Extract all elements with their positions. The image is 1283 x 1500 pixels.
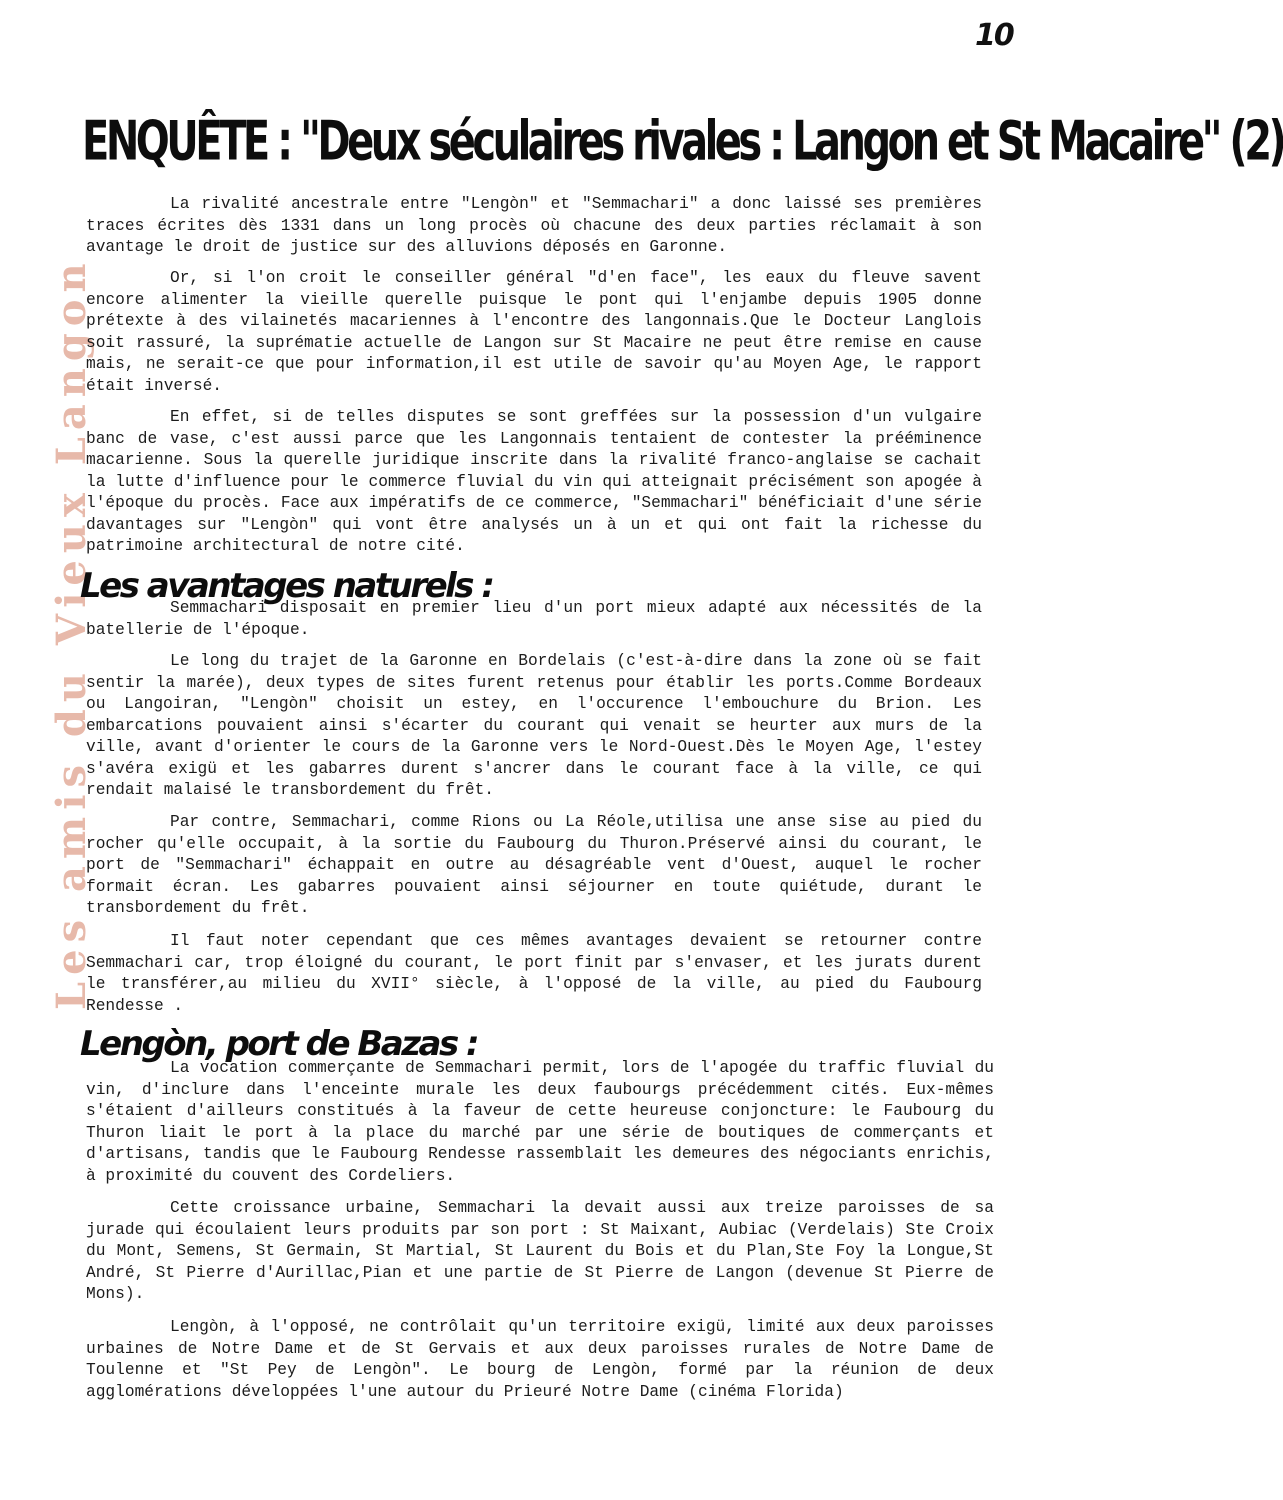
article-title: ENQUÊTE : "Deux séculaires rivales : Langon et St Macaire" (2): [82, 110, 1283, 174]
bazas-paragraph-1: La vocation commerçante de Semmachari permit, lors de l'apogée du traffic fluvial du vin, d'inclure dans l'enceinte murale les deux faubourgs précédemment cités. Eux-mêmes s'étaient d'ailleurs constitués à la faveur de cette heureuse conjoncture: le Faubourg du Thuron liait le port à la place du marché par une série de boutiques de commerçants et d'artisans, tandis que le Faubourg Rendesse rassemblait les demeures des négociants enrichis, à proximité du couvent des Cordeliers.: [86, 1059, 994, 1185]
watermark-stamp: Les amis du Vieux Langon: [48, 256, 95, 1010]
section-heading-natural: Les avantages naturels :: [80, 566, 493, 606]
natural-paragraph-1: Semmachari disposait en premier lieu d'un port mieux adapté aux nécessités de la batellerie de l'époque.: [86, 599, 982, 639]
intro-paragraph-2: Or, si l'on croit le conseiller général "d'en face", les eaux du fleuve savent encore alimenter la vieille querelle puisque le pont qui l'enjambe depuis 1905 donne prétexte à des vilainetés macariennes à l'encontre des langonnais.Que le Docteur Langlois soit rassuré, la suprématie actuelle de Langon sur St Macaire ne peut être remise en cause mais, ne serait-ce que pour information,il est utile de savoir qu'au Moyen Age, le rapport était inversé.: [86, 269, 982, 395]
intro-paragraph-1: La rivalité ancestrale entre "Lengòn" et "Semmachari" a donc laissé ses premières traces écrites dès 1331 dans un long procès où chacune des deux parties réclamait à son avantage le droit de justice sur des alluvions déposés en Garonne.: [86, 195, 982, 256]
intro-paragraph-3: En effet, si de telles disputes se sont greffées sur la possession d'un vulgaire banc de vase, c'est aussi parce que les Langonnais tentaient de contester la prééminence macarienne. Sous la querelle juridique inscrite dans la rivalité franco-anglaise se cachait la lutte d'influence pour le commerce fluvial du vin qui atteignait précisément son apogée à l'époque du procès. Face aux impératifs de ce commerce, "Semmachari" bénéficiait d'une série davantages sur "Lengòn" qui vont être analysés un à un et qui ont fait la richesse du patrimoine architectural de notre cité.: [86, 408, 982, 555]
page-number: 10: [975, 18, 1013, 53]
natural-paragraph-4: Il faut noter cependant que ces mêmes avantages devaient se retourner contre Semmachari car, trop éloigné du courant, le port finit par s'envaser, et les jurats durent le transférer,au milieu du XVII° siècle, à l'opposé de la ville, au pied du Faubourg Rendesse .: [86, 932, 982, 1015]
bazas-paragraph-2: Cette croissance urbaine, Semmachari la devait aussi aux treize paroisses de sa jurade qui écoulaient leurs produits par son port : St Maixant, Aubiac (Verdelais) Ste Croix du Mont, Semens, St Germain, St Martial, St Laurent du Bois et du Plan,Ste Foy la Longue,St André, St Pierre d'Aurillac,Pian et une partie de St Pierre de Langon (devenue St Pierre de Mons).: [86, 1199, 994, 1303]
bazas-paragraph-3: Lengòn, à l'opposé, ne contrôlait qu'un territoire exigü, limité aux deux paroisses urbaines de Notre Dame et de St Gervais et aux deux paroisses rurales de Notre Dame de Toulenne et "St Pey de Lengòn". Le bourg de Lengòn, formé par la réunion de deux agglomérations développées l'une autour du Prieuré Notre Dame (cinéma Florida): [86, 1318, 994, 1401]
natural-paragraph-2: Le long du trajet de la Garonne en Bordelais (c'est-à-dire dans la zone où se fait sentir la marée), deux types de sites furent retenus pour établir les ports.Comme Bordeaux ou Langoiran, "Lengòn" choisit un estey, en l'occurence l'embouchure du Brion. Les embarcations pouvaient ainsi s'écarter du courant qui venait se heurter aux murs de la ville, avant d'orienter le cours de la Garonne vers le Nord-Ouest.Dès le Moyen Age, l'estey s'avéra exigü et les gabarres durent s'ancrer dans le courant face à la ville, ce qui rendait malaisé le transbordement du frêt.: [86, 652, 982, 799]
section-heading-bazas: Lengòn, port de Bazas :: [80, 1024, 478, 1064]
natural-paragraph-3: Par contre, Semmachari, comme Rions ou La Réole,utilisa une anse sise au pied du rocher qu'elle occupait, à la sortie du Faubourg du Thuron.Préservé ainsi du courant, le port de "Semmachari" échappait en outre au désagréable vent d'Ouest, auquel le rocher formait écran. Les gabarres pouvaient ainsi séjourner en toute quiétude, durant le transbordement du frêt.: [86, 813, 982, 917]
